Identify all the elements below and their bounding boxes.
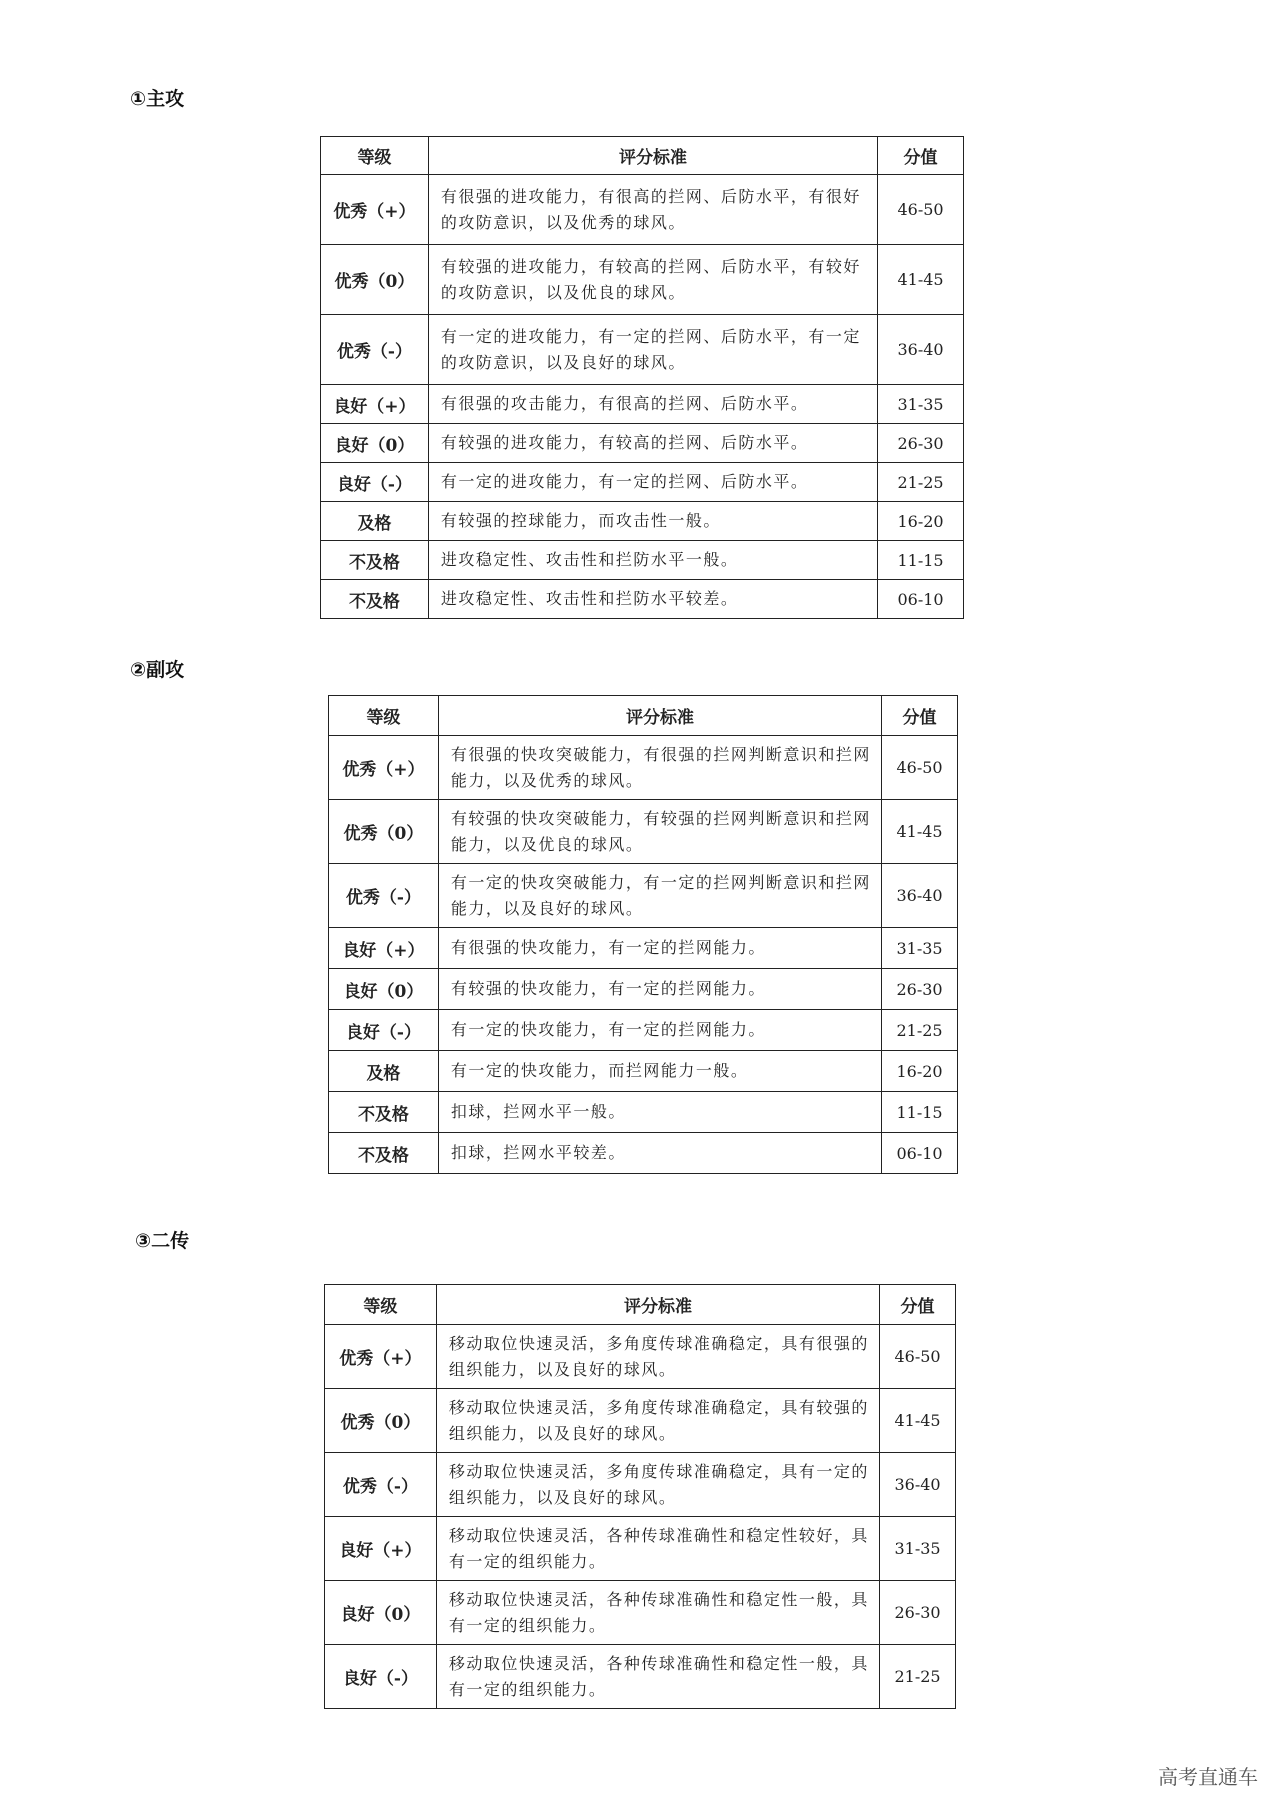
- score-cell: 11-15: [878, 541, 964, 580]
- criteria-cell: 有一定的进攻能力，有一定的拦网、后防水平。: [428, 463, 877, 502]
- criteria-cell: 有较强的进攻能力，有较高的拦网、后防水平。: [428, 424, 877, 463]
- section-title-1: ①主攻: [130, 88, 185, 110]
- header-score: 分值: [878, 137, 964, 175]
- criteria-cell: 进攻稳定性、攻击性和拦防水平较差。: [428, 580, 877, 619]
- score-cell: 11-15: [882, 1092, 958, 1133]
- grade-cell: 优秀（-）: [325, 1453, 437, 1517]
- score-cell: 26-30: [882, 969, 958, 1010]
- score-cell: 46-50: [880, 1325, 956, 1389]
- score-cell: 31-35: [880, 1517, 956, 1581]
- grade-cell: 良好（0）: [329, 969, 439, 1010]
- section-title-2: ②副攻: [130, 659, 185, 681]
- criteria-cell: 移动取位快速灵活，多角度传球准确稳定，具有一定的组织能力，以及良好的球风。: [436, 1453, 879, 1517]
- table-row: [321, 385, 964, 424]
- grade-cell: 良好（0）: [321, 424, 429, 463]
- grade-cell: 优秀（+）: [329, 736, 439, 800]
- table-row: [321, 424, 964, 463]
- header-criteria: 评分标准: [436, 1285, 879, 1325]
- table-row: [321, 541, 964, 580]
- score-cell: 36-40: [880, 1453, 956, 1517]
- header-score: 分值: [882, 696, 958, 736]
- grade-cell: 良好（-）: [325, 1645, 437, 1709]
- header-criteria: 评分标准: [428, 137, 877, 175]
- table-row: [325, 1581, 956, 1645]
- table-row: [325, 1517, 956, 1581]
- score-cell: 41-45: [880, 1389, 956, 1453]
- grade-cell: 优秀（-）: [329, 864, 439, 928]
- criteria-cell: 有一定的快攻突破能力，有一定的拦网判断意识和拦网能力，以及良好的球风。: [438, 864, 881, 928]
- score-table-2: [328, 695, 958, 1174]
- grade-cell: 优秀（+）: [321, 175, 429, 245]
- criteria-cell: 有较强的进攻能力，有较高的拦网、后防水平，有较好的攻防意识，以及优良的球风。: [428, 245, 877, 315]
- score-cell: 06-10: [882, 1133, 958, 1174]
- table-row: [329, 969, 958, 1010]
- grade-cell: 良好（+）: [325, 1517, 437, 1581]
- header-grade: 等级: [325, 1285, 437, 1325]
- criteria-cell: 有很强的进攻能力，有很高的拦网、后防水平，有很好的攻防意识，以及优秀的球风。: [428, 175, 877, 245]
- table-row: [329, 1010, 958, 1051]
- table-row: [325, 1325, 956, 1389]
- table-row: [321, 315, 964, 385]
- score-cell: 31-35: [882, 928, 958, 969]
- table-row: [329, 864, 958, 928]
- grade-cell: 良好（-）: [329, 1010, 439, 1051]
- grade-cell: 及格: [321, 502, 429, 541]
- table-row: [329, 1133, 958, 1174]
- criteria-cell: 进攻稳定性、攻击性和拦防水平一般。: [428, 541, 877, 580]
- criteria-cell: 移动取位快速灵活，各种传球准确性和稳定性一般，具有一定的组织能力。: [436, 1581, 879, 1645]
- score-cell: 26-30: [880, 1581, 956, 1645]
- table-row: [325, 1645, 956, 1709]
- score-cell: 41-45: [878, 245, 964, 315]
- table-row: [329, 1092, 958, 1133]
- criteria-cell: 有较强的快攻能力，有一定的拦网能力。: [438, 969, 881, 1010]
- grade-cell: 不及格: [329, 1133, 439, 1174]
- score-cell: 06-10: [878, 580, 964, 619]
- score-table-3: [324, 1284, 956, 1709]
- table-row: [329, 928, 958, 969]
- grade-cell: 良好（-）: [321, 463, 429, 502]
- table-row: [321, 245, 964, 315]
- grade-cell: 及格: [329, 1051, 439, 1092]
- score-cell: 16-20: [882, 1051, 958, 1092]
- criteria-cell: 有较强的快攻突破能力，有较强的拦网判断意识和拦网能力，以及优良的球风。: [438, 800, 881, 864]
- table-row: [329, 1051, 958, 1092]
- score-cell: 21-25: [878, 463, 964, 502]
- header-grade: 等级: [321, 137, 429, 175]
- criteria-cell: 移动取位快速灵活，多角度传球准确稳定，具有较强的组织能力，以及良好的球风。: [436, 1389, 879, 1453]
- header-criteria: 评分标准: [438, 696, 881, 736]
- score-table-1: [320, 136, 964, 619]
- header-grade: 等级: [329, 696, 439, 736]
- table-row: [325, 1389, 956, 1453]
- table-row: [321, 502, 964, 541]
- grade-cell: 良好（0）: [325, 1581, 437, 1645]
- score-cell: 36-40: [882, 864, 958, 928]
- header-score: 分值: [880, 1285, 956, 1325]
- grade-cell: 不及格: [329, 1092, 439, 1133]
- score-cell: 36-40: [878, 315, 964, 385]
- score-cell: 16-20: [878, 502, 964, 541]
- criteria-cell: 有较强的控球能力，而攻击性一般。: [428, 502, 877, 541]
- score-cell: 46-50: [882, 736, 958, 800]
- criteria-cell: 扣球，拦网水平一般。: [438, 1092, 881, 1133]
- table-row: [325, 1453, 956, 1517]
- criteria-cell: 有一定的进攻能力，有一定的拦网、后防水平，有一定的攻防意识，以及良好的球风。: [428, 315, 877, 385]
- criteria-cell: 有很强的快攻突破能力，有很强的拦网判断意识和拦网能力，以及优秀的球风。: [438, 736, 881, 800]
- criteria-cell: 有一定的快攻能力，而拦网能力一般。: [438, 1051, 881, 1092]
- criteria-cell: 扣球，拦网水平较差。: [438, 1133, 881, 1174]
- grade-cell: 优秀（+）: [325, 1325, 437, 1389]
- criteria-cell: 有很强的快攻能力，有一定的拦网能力。: [438, 928, 881, 969]
- grade-cell: 不及格: [321, 541, 429, 580]
- grade-cell: 不及格: [321, 580, 429, 619]
- watermark-text: 高考直通车: [1158, 1765, 1258, 1789]
- grade-cell: 优秀（-）: [321, 315, 429, 385]
- grade-cell: 良好（+）: [321, 385, 429, 424]
- score-cell: 41-45: [882, 800, 958, 864]
- table-row: [321, 463, 964, 502]
- score-cell: 31-35: [878, 385, 964, 424]
- table-row: [329, 800, 958, 864]
- criteria-cell: 移动取位快速灵活，各种传球准确性和稳定性一般，具有一定的组织能力。: [436, 1645, 879, 1709]
- grade-cell: 优秀（0）: [329, 800, 439, 864]
- table-row: [321, 580, 964, 619]
- grade-cell: 优秀（0）: [321, 245, 429, 315]
- score-cell: 46-50: [878, 175, 964, 245]
- table-row: [329, 736, 958, 800]
- grade-cell: 优秀（0）: [325, 1389, 437, 1453]
- criteria-cell: 有一定的快攻能力，有一定的拦网能力。: [438, 1010, 881, 1051]
- section-title-3: ③二传: [135, 1230, 190, 1252]
- grade-cell: 良好（+）: [329, 928, 439, 969]
- criteria-cell: 移动取位快速灵活，多角度传球准确稳定，具有很强的组织能力，以及良好的球风。: [436, 1325, 879, 1389]
- table-row: [321, 175, 964, 245]
- criteria-cell: 有很强的攻击能力，有很高的拦网、后防水平。: [428, 385, 877, 424]
- score-cell: 26-30: [878, 424, 964, 463]
- score-cell: 21-25: [880, 1645, 956, 1709]
- criteria-cell: 移动取位快速灵活，各种传球准确性和稳定性较好，具有一定的组织能力。: [436, 1517, 879, 1581]
- score-cell: 21-25: [882, 1010, 958, 1051]
